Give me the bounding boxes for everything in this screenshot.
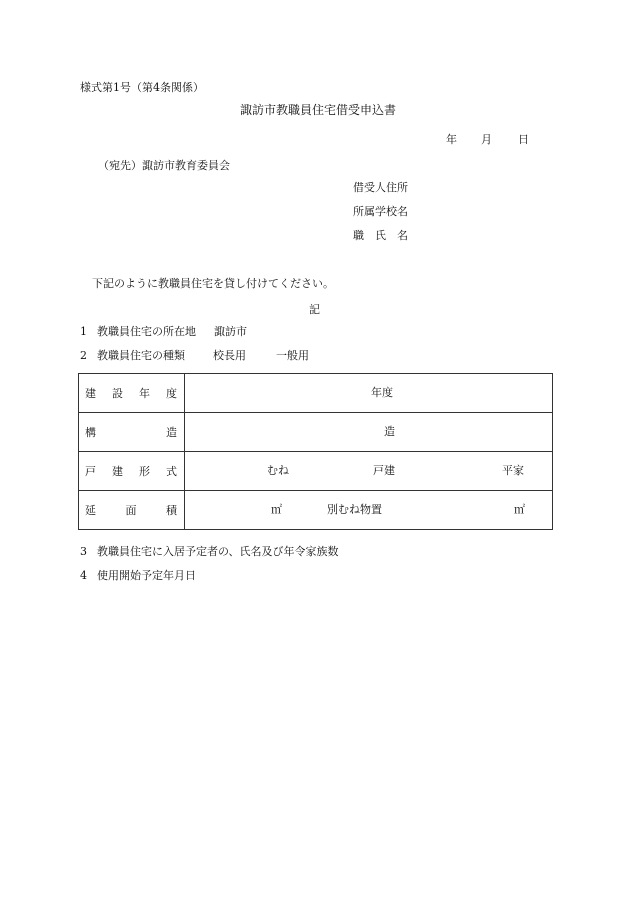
label-char: 式 (166, 465, 177, 478)
item-4-label: 使用開始予定年月日 (97, 569, 196, 582)
form-number: 様式第1号（第4条関係） (80, 81, 204, 94)
label-char: 建 (85, 387, 96, 400)
applicant-address-label: 借受人住所 (353, 181, 408, 194)
building-count-unit: むね (267, 464, 289, 477)
building-type-cell (185, 452, 553, 491)
label-char: 積 (166, 504, 177, 517)
storehouse-area-unit: ㎡ (514, 503, 525, 516)
floor-area-label (79, 491, 185, 530)
label-char: 設 (112, 387, 123, 400)
detached-unit: 戸建 (373, 464, 395, 477)
item-2-option-principal: 校長用 (213, 349, 246, 362)
applicant-name-label: 職 氏 名 (353, 229, 408, 242)
date-month-label: 月 (481, 133, 492, 146)
item-1-label: 教職員住宅の所在地 (97, 325, 196, 338)
construction-year-value: 年度 (371, 386, 393, 399)
document-title: 諏訪市教職員住宅借受申込書 (240, 103, 397, 117)
date-day-label: 日 (518, 133, 529, 146)
separate-storehouse-label: 別むね物置 (327, 503, 382, 516)
label-char: 構 (85, 426, 96, 439)
item-1-location (80, 325, 247, 339)
single-storey-label: 平家 (502, 464, 524, 477)
item-2-label: 教職員住宅の種類 (97, 349, 185, 362)
label-char: 年 (139, 387, 150, 400)
item-3-number: 3 (80, 545, 87, 558)
label-char: 造 (166, 426, 177, 439)
applicant-school-label: 所属学校名 (353, 205, 408, 218)
floor-area-cell (185, 491, 553, 530)
housing-spec-table (78, 373, 553, 530)
table-row-structure (79, 413, 553, 452)
item-1-number: 1 (80, 325, 87, 338)
table-row-building-type (79, 452, 553, 491)
label-char: 延 (85, 504, 96, 517)
addressee: （宛先）諏訪市教育委員会 (98, 159, 230, 172)
item-2-type (80, 349, 309, 363)
ki-heading: 記 (309, 303, 320, 316)
label-char: 形 (139, 465, 150, 478)
table-row-floor-area (79, 491, 553, 530)
structure-cell (185, 413, 553, 452)
building-type-label (79, 452, 185, 491)
label-char: 度 (166, 387, 177, 400)
date-line (446, 133, 529, 147)
item-4-start-date (80, 569, 196, 583)
date-year-label: 年 (446, 133, 457, 146)
structure-label (79, 413, 185, 452)
structure-value: 造 (384, 425, 395, 438)
item-4-number: 4 (80, 569, 87, 582)
floor-area-unit: ㎡ (271, 503, 282, 516)
construction-year-label (79, 374, 185, 413)
request-text: 下記のように教職員住宅を貸し付けてください。 (92, 277, 334, 290)
item-3-occupants (80, 545, 339, 559)
label-char: 戸 (85, 465, 96, 478)
label-char: 建 (112, 465, 123, 478)
table-row-construction-year (79, 374, 553, 413)
label-char: 面 (125, 504, 137, 517)
item-3-label: 教職員住宅に入居予定者の、氏名及び年令家族数 (97, 545, 339, 558)
construction-year-cell (185, 374, 553, 413)
item-1-value: 諏訪市 (214, 325, 247, 338)
item-2-option-general: 一般用 (276, 349, 309, 362)
item-2-number: 2 (80, 349, 87, 362)
